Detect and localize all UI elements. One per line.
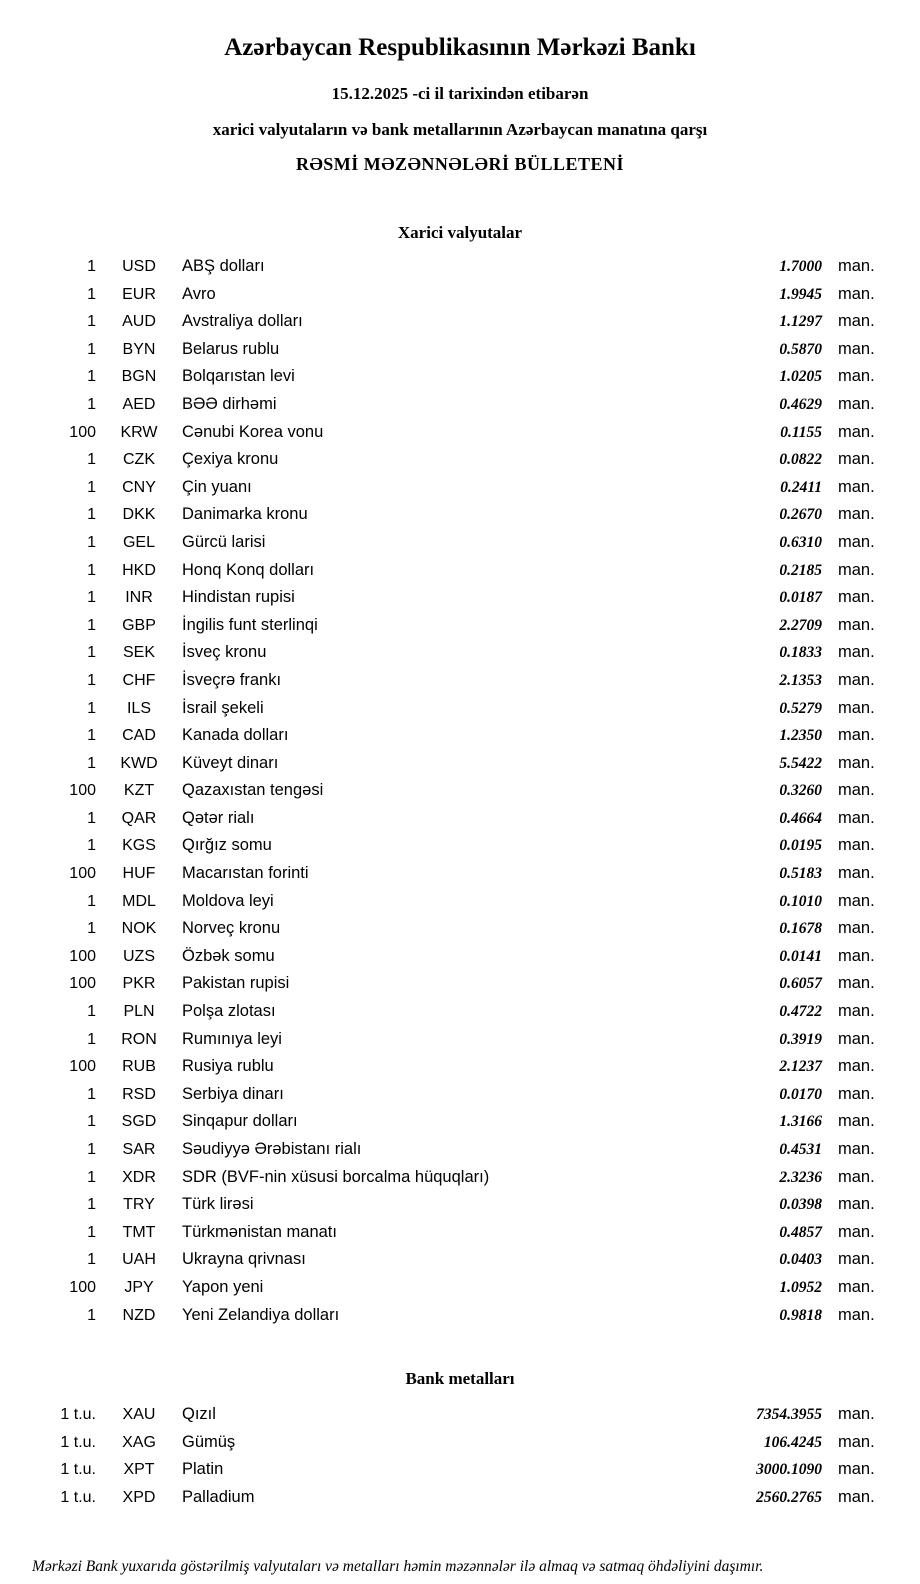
currency-row-code: BGN	[121, 368, 157, 386]
currency-row-code: USD	[122, 258, 156, 275]
currency-row-rate: 0.0195	[779, 837, 822, 855]
currency-row	[30, 281, 890, 309]
currency-row-rate: 0.4664	[779, 809, 822, 827]
currency-row	[30, 639, 890, 667]
currency-row	[30, 1302, 890, 1330]
currency-row-qty: 1	[87, 1113, 96, 1131]
currency-row-qty: 100	[69, 947, 96, 965]
metal-row-unit: man.	[838, 1405, 875, 1424]
currency-row-code: NZD	[122, 1306, 156, 1324]
currency-row-rate: 2.2709	[779, 616, 822, 634]
currency-row-rate: 0.1678	[779, 920, 822, 938]
currency-row-rate: 0.5870	[779, 340, 822, 358]
currency-row-rate: 0.4531	[779, 1141, 822, 1158]
currency-row-unit: man.	[838, 864, 875, 883]
metal-row-rate: 7354.3955	[756, 1406, 822, 1424]
metal-row-rate: 106.4245	[763, 1433, 822, 1451]
currency-row-name: Çexiya kronu	[182, 450, 279, 469]
currency-row-rate: 0.0398	[779, 1196, 822, 1214]
currency-row-code: QAR	[121, 809, 157, 827]
currency-row-name: Moldova leyi	[182, 891, 274, 910]
currency-row-name: BƏƏ dirhəmi	[182, 394, 277, 413]
currency-row-unit: man.	[838, 726, 875, 745]
currency-row-qty: 1	[87, 395, 96, 413]
currency-row-name: Qırğız somu	[182, 836, 272, 855]
currency-row-name: Özbək somu	[182, 946, 275, 965]
currency-row	[30, 667, 890, 695]
currency-row	[30, 1274, 890, 1302]
currency-row-unit: man.	[838, 753, 875, 772]
effective-date-line: 15.12.2025 -ci il tarixindən etibarən	[331, 84, 589, 103]
currency-row-name: Avstraliya dolları	[182, 312, 303, 331]
currency-row-rate: 0.0170	[779, 1085, 822, 1103]
currency-row-rate: 1.2350	[779, 727, 822, 745]
currency-row-rate: 0.1833	[779, 644, 822, 662]
currency-row-code: RSD	[122, 1085, 156, 1103]
metal-row-code: XPD	[122, 1488, 156, 1506]
currency-row-qty: 1	[87, 892, 96, 910]
currency-row-rate: 1.1297	[779, 313, 822, 331]
currency-row-unit: man.	[838, 615, 875, 634]
metal-row-code: XPT	[123, 1461, 155, 1479]
currency-row-rate: 0.2185	[779, 561, 822, 579]
currency-row-unit: man.	[838, 1112, 875, 1131]
currency-row	[30, 363, 890, 391]
currency-row-rate: 0.4722	[779, 1003, 822, 1021]
currency-row-code: HKD	[122, 561, 156, 579]
currency-row	[30, 1219, 890, 1247]
currency-row	[30, 446, 890, 474]
currency-row-code: ILS	[126, 699, 151, 717]
metal-row-qty: 1 t.u.	[60, 1433, 96, 1451]
disclaimer-text: Mərkəzi Bank yuxarıda göstərilmiş valyutaları və metalları həmin məzənnələr ilə almaq və satmaq öhdəliyini daşımır.	[32, 1557, 764, 1575]
currency-row-unit: man.	[838, 1195, 875, 1214]
currency-row-qty: 1	[87, 809, 96, 827]
currency-row-name: Hindistan rupisi	[182, 588, 295, 607]
currency-row	[30, 1191, 890, 1219]
currency-row-rate: 1.0205	[779, 368, 822, 386]
currency-row-rate: 0.0822	[779, 451, 822, 469]
currency-row-rate: 2.3236	[779, 1168, 822, 1186]
currency-row-qty: 1	[87, 644, 96, 662]
currency-row-rate: 0.0403	[779, 1251, 822, 1269]
currency-row-unit: man.	[838, 1029, 875, 1048]
currency-row-qty: 1	[87, 1141, 96, 1158]
currency-row-name: Qazaxıstan tengəsi	[182, 781, 324, 800]
currency-row-qty: 100	[69, 423, 96, 441]
currency-row	[30, 501, 890, 529]
currency-row-qty: 1	[87, 313, 96, 331]
currency-row-rate: 0.4629	[779, 395, 822, 413]
currency-row	[30, 474, 890, 502]
currency-row-qty: 1	[87, 285, 96, 303]
currency-row-qty: 1	[87, 699, 96, 717]
currency-row-rate: 0.1010	[779, 892, 822, 910]
currency-row-unit: man.	[838, 1057, 875, 1076]
currency-row-qty: 1	[87, 1003, 96, 1021]
metal-row-qty: 1 t.u.	[60, 1461, 96, 1479]
currency-row	[30, 308, 890, 336]
currency-row-code: CNY	[122, 478, 156, 496]
currency-row	[30, 1164, 890, 1192]
currency-row-name: Honq Konq dolları	[182, 560, 315, 579]
currency-row	[30, 722, 890, 750]
metal-row-code: XAU	[122, 1406, 156, 1424]
currency-row-name: Norveç kronu	[182, 919, 281, 938]
currency-row-rate: 0.5183	[779, 865, 822, 883]
currency-row-name: Səudiyyə Ərəbistanı rialı	[182, 1140, 362, 1158]
currency-row-unit: man.	[838, 1250, 875, 1269]
currency-row-name: Avro	[182, 284, 216, 303]
currency-row-name: Qətər rialı	[182, 808, 255, 827]
currency-row-unit: man.	[838, 946, 875, 965]
currency-row-name: Pakistan rupisi	[182, 974, 290, 993]
currency-row-code: KRW	[120, 423, 158, 441]
bulletin-title: RƏSMİ MƏZƏNNƏLƏRİ BÜLLETENİ	[295, 154, 625, 174]
currency-row-unit: man.	[838, 781, 875, 800]
currency-row-name: İsveç kronu	[182, 643, 267, 662]
metal-row-unit: man.	[838, 1432, 875, 1451]
currency-row-name: Belarus rublu	[182, 339, 280, 358]
currency-row-code: KZT	[123, 782, 155, 800]
currency-row-rate: 0.6310	[779, 533, 822, 551]
currency-row-qty: 1	[87, 533, 96, 551]
currency-row	[30, 860, 890, 888]
currency-row	[30, 612, 890, 640]
currency-row-rate: 0.3260	[779, 782, 822, 800]
currency-row-unit: man.	[838, 422, 875, 441]
currency-row-code: BYN	[122, 340, 156, 358]
currency-row-name: Danimarka kronu	[182, 505, 308, 524]
currency-row	[30, 584, 890, 612]
currency-row-unit: man.	[838, 698, 875, 717]
currency-row	[30, 529, 890, 557]
currency-row-code: DKK	[122, 506, 156, 524]
currency-row-qty: 1	[87, 451, 96, 469]
currency-row	[30, 888, 890, 916]
currency-row-code: UAH	[122, 1251, 156, 1269]
metal-row-unit: man.	[838, 1460, 875, 1479]
currency-row-qty: 100	[69, 1278, 96, 1296]
currency-row	[30, 1053, 890, 1081]
currency-row-qty: 1	[87, 1168, 96, 1186]
currency-row-unit: man.	[838, 505, 875, 524]
currency-row-rate: 0.0141	[779, 947, 822, 965]
currency-row-code: CHF	[122, 671, 156, 689]
subject-line: xarici valyutaların və bank metallarının Azərbaycan manatına qarşı	[212, 120, 708, 139]
currency-row-code: PLN	[123, 1003, 155, 1021]
currency-row	[30, 750, 890, 778]
currency-row-name: Türk lirəsi	[182, 1195, 254, 1214]
currency-row-code: SGD	[121, 1113, 157, 1131]
currency-row	[30, 970, 890, 998]
currency-row-unit: man.	[838, 1167, 875, 1186]
currency-row-name: Kanada dolları	[182, 726, 289, 745]
currency-row-code: CZK	[123, 451, 155, 469]
currency-row-qty: 1	[87, 671, 96, 689]
currency-row-unit: man.	[838, 891, 875, 910]
currency-row-name: Yeni Zelandiya dolları	[182, 1305, 340, 1324]
currency-row-qty: 100	[69, 1058, 96, 1076]
currency-row-code: KGS	[122, 837, 156, 855]
currency-row-rate: 2.1353	[779, 671, 822, 689]
currency-row-name: Macarıstan forinti	[182, 864, 309, 883]
currency-row	[30, 557, 890, 585]
currency-row-qty: 1	[87, 754, 96, 772]
currency-row-code: JPY	[124, 1278, 154, 1296]
metal-row-rate: 2560.2765	[756, 1488, 822, 1506]
currency-row-unit: man.	[838, 588, 875, 607]
currency-row-rate: 0.5279	[779, 699, 822, 717]
currency-row-unit: man.	[838, 670, 875, 689]
metal-row	[30, 1456, 890, 1484]
metal-rate-table	[30, 1401, 890, 1511]
currency-row-name: Ukrayna qrivnası	[182, 1250, 306, 1269]
currency-row-qty: 1	[87, 1306, 96, 1324]
currency-row	[30, 695, 890, 723]
currency-row-unit: man.	[838, 367, 875, 386]
metal-row-name: Qızıl	[182, 1405, 216, 1424]
currency-row-qty: 1	[87, 478, 96, 496]
currency-row-name: Gürcü larisi	[182, 532, 266, 551]
currency-rate-table	[30, 253, 890, 1329]
currency-row-qty: 100	[69, 782, 96, 800]
currency-row-name: Yapon yeni	[182, 1277, 264, 1296]
currency-row-qty: 1	[87, 258, 96, 275]
currency-row-unit: man.	[838, 1002, 875, 1021]
currency-row-rate: 1.7000	[779, 258, 822, 275]
currency-row-qty: 1	[87, 1251, 96, 1269]
metal-row-name: Palladium	[182, 1487, 255, 1506]
currency-row-qty: 1	[87, 589, 96, 607]
metal-row-qty: 1 t.u.	[60, 1406, 96, 1424]
currency-row-rate: 0.2411	[780, 478, 822, 496]
currency-row-code: XDR	[122, 1168, 156, 1186]
currency-row-unit: man.	[838, 477, 875, 496]
metal-row-name: Gümüş	[182, 1432, 236, 1451]
currency-row-code: PKR	[122, 975, 156, 993]
currency-row-code: GEL	[122, 533, 155, 551]
currency-row-rate: 5.5422	[779, 754, 822, 772]
currency-row-code: SEK	[122, 644, 155, 662]
currency-row-name: SDR (BVF-nin xüsusi borcalma hüquqları)	[182, 1167, 490, 1186]
currency-row-name: Türkmənistan manatı	[182, 1222, 337, 1241]
currency-row-unit: man.	[838, 1084, 875, 1103]
currency-row-unit: man.	[838, 394, 875, 413]
currency-row-name: Rumınıya leyi	[182, 1029, 282, 1048]
currency-row-code: AUD	[122, 313, 156, 331]
currency-row-rate: 1.0952	[779, 1278, 822, 1296]
currency-row-qty: 1	[87, 1085, 96, 1103]
currency-row	[30, 1246, 890, 1274]
currency-row-unit: man.	[838, 919, 875, 938]
currency-row	[30, 336, 890, 364]
currency-row-code: CAD	[122, 727, 156, 745]
currency-row-unit: man.	[838, 643, 875, 662]
currency-row-rate: 0.0187	[779, 589, 822, 607]
currency-row	[30, 805, 890, 833]
currency-row-name: Polşa zlotası	[182, 1002, 276, 1021]
currency-row-qty: 1	[87, 837, 96, 855]
currency-row-code: RUB	[122, 1058, 156, 1076]
currency-row	[30, 832, 890, 860]
currency-row	[30, 777, 890, 805]
currency-row-name: ABŞ dolları	[182, 257, 265, 275]
currency-row-qty: 1	[87, 1223, 96, 1241]
currency-row-name: Cənubi Korea vonu	[182, 422, 324, 441]
currency-row-rate: 0.1155	[780, 423, 822, 441]
metal-row	[30, 1484, 890, 1512]
currency-row-name: Çin yuanı	[182, 477, 252, 496]
currency-row-rate: 1.3166	[779, 1113, 822, 1131]
currency-row-code: SAR	[122, 1141, 156, 1158]
currency-row-code: EUR	[122, 285, 156, 303]
currency-row-qty: 100	[69, 975, 96, 993]
currency-row-code: MDL	[122, 892, 156, 910]
currency-row	[30, 419, 890, 447]
currency-row-code: INR	[125, 589, 153, 607]
currency-row-qty: 100	[69, 865, 96, 883]
metal-row-code: XAG	[122, 1433, 156, 1451]
currency-row-name: Küveyt dinarı	[182, 753, 279, 772]
currency-row-name: Rusiya rublu	[182, 1057, 274, 1076]
currency-row	[30, 1136, 890, 1164]
currency-row-unit: man.	[838, 808, 875, 827]
currency-row-code: GBP	[122, 616, 156, 634]
currency-row-qty: 1	[87, 340, 96, 358]
currency-row-rate: 0.3919	[779, 1030, 822, 1048]
currency-row-name: İsrail şekeli	[182, 698, 264, 717]
currency-row-code: KWD	[120, 754, 158, 772]
currency-row	[30, 1026, 890, 1054]
currency-row-rate: 0.2670	[779, 506, 822, 524]
currency-row-qty: 1	[87, 616, 96, 634]
currency-row-qty: 1	[87, 561, 96, 579]
currency-row-rate: 0.4857	[779, 1223, 822, 1241]
currency-row-qty: 1	[87, 727, 96, 745]
currency-row-unit: man.	[838, 836, 875, 855]
currency-row-name: İsveçrə frankı	[182, 670, 282, 689]
currency-row-code: RON	[121, 1030, 157, 1048]
currency-row-name: Sinqapur dolları	[182, 1112, 298, 1131]
currency-row-qty: 1	[87, 1196, 96, 1214]
metal-row-rate: 3000.1090	[756, 1461, 822, 1479]
currency-row-unit: man.	[838, 312, 875, 331]
currency-row-code: NOK	[121, 920, 157, 938]
currency-row	[30, 391, 890, 419]
currency-row	[30, 253, 890, 281]
currency-row-qty: 1	[87, 506, 96, 524]
currency-row-qty: 1	[87, 920, 96, 938]
currency-row-unit: man.	[838, 339, 875, 358]
currency-row-unit: man.	[838, 1305, 875, 1324]
currency-row-unit: man.	[838, 257, 875, 275]
currency-row-unit: man.	[838, 450, 875, 469]
currency-row	[30, 915, 890, 943]
metal-row-unit: man.	[838, 1487, 875, 1506]
currencies-section-title: Xarici valyutalar	[397, 223, 523, 242]
currency-row	[30, 998, 890, 1026]
metal-row-name: Platin	[182, 1460, 224, 1479]
currency-row-unit: man.	[838, 974, 875, 993]
currency-row-rate: 1.9945	[779, 285, 822, 303]
currency-row	[30, 1108, 890, 1136]
currency-row	[30, 1081, 890, 1109]
metal-row	[30, 1429, 890, 1457]
currency-row-code: HUF	[122, 865, 156, 883]
currency-row-unit: man.	[838, 1222, 875, 1241]
currency-row-name: Serbiya dinarı	[182, 1084, 284, 1103]
currency-row-code: UZS	[123, 947, 155, 965]
metals-section-title: Bank metalları	[405, 1369, 515, 1389]
currency-row-name: İngilis funt sterlinqi	[182, 615, 318, 634]
currency-row-qty: 1	[87, 368, 96, 386]
page-title: Azərbaycan Respublikasının Mərkəzi Bankı	[224, 34, 696, 61]
currency-row	[30, 943, 890, 971]
currency-row-unit: man.	[838, 532, 875, 551]
currency-row-code: TRY	[123, 1196, 155, 1214]
currency-row-unit: man.	[838, 284, 875, 303]
currency-row-rate: 2.1237	[779, 1058, 822, 1076]
currency-row-name: Bolqarıstan levi	[182, 367, 295, 386]
currency-row-code: AED	[122, 395, 156, 413]
currency-row-unit: man.	[838, 1140, 875, 1158]
currency-row-qty: 1	[87, 1030, 96, 1048]
currency-row-code: TMT	[122, 1223, 156, 1241]
metal-row	[30, 1401, 890, 1429]
currency-row-unit: man.	[838, 1277, 875, 1296]
currency-row-rate: 0.6057	[779, 975, 822, 993]
metal-row-qty: 1 t.u.	[60, 1488, 96, 1506]
currency-row-rate: 0.9818	[779, 1306, 822, 1324]
currency-row-unit: man.	[838, 560, 875, 579]
